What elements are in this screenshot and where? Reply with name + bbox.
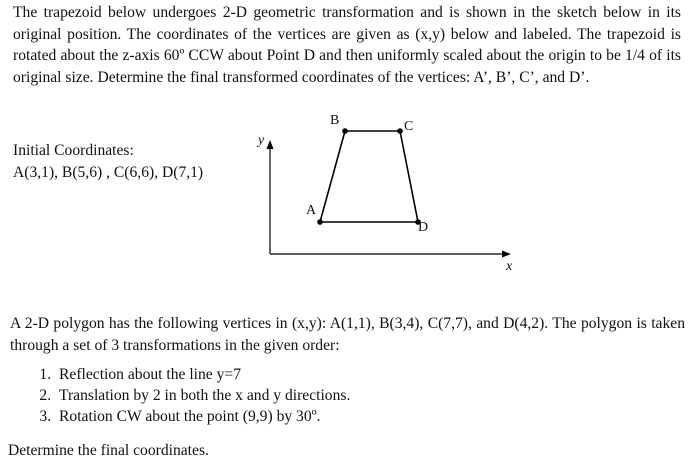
trapezoid — [320, 131, 418, 222]
vertex-c-label: C — [404, 119, 414, 134]
initial-coordinates-label: Initial Coordinates: — [13, 142, 134, 159]
x-axis-label: x — [506, 259, 513, 274]
initial-coordinates-values: A(3,1), B(5,6) , C(6,6), D(7,1) — [13, 164, 204, 181]
vertex-c-dot — [397, 128, 403, 134]
problem1-text: The trapezoid below undergoes 2-D geometric transformation and is shown in the sketch below in its original position. The coordinates of the vertices are given as (x,y) below and labeled. The trapezoid is rotated about the z-axis 60º CCW about Point D and then uniformly scaled about the origin to be 1/4 of its original size. Determine the final transformed coordinates of the vertices: A’, B’, C’, and D’. — [13, 4, 681, 86]
vertex-b-dot — [342, 128, 348, 134]
step-item: 3. Rotation CW about the point (9,9) by 30º. — [55, 406, 350, 427]
vertex-d-label: D — [418, 220, 429, 235]
y-axis-arrowhead — [267, 140, 274, 149]
step-item: 1. Reflection about the line y=7 — [55, 364, 350, 385]
problem2-text: A 2-D polygon has the following vertices in (x,y): A(1,1), B(3,4), C(7,7), and D(4,2). The polygon is taken through a set of 3 transformations in the given order: — [10, 315, 685, 354]
y-axis-label: y — [258, 133, 265, 148]
vertex-a-dot — [317, 219, 323, 225]
step-item: 2. Translation by 2 in both the x and y directions. — [55, 385, 350, 406]
x-axis-arrowhead — [502, 251, 511, 258]
transformation-steps — [22, 364, 350, 427]
vertex-b-label: B — [330, 113, 340, 128]
vertex-a-label: A — [306, 203, 317, 218]
closing-instruction: Determine the final coordinates. — [8, 442, 209, 459]
